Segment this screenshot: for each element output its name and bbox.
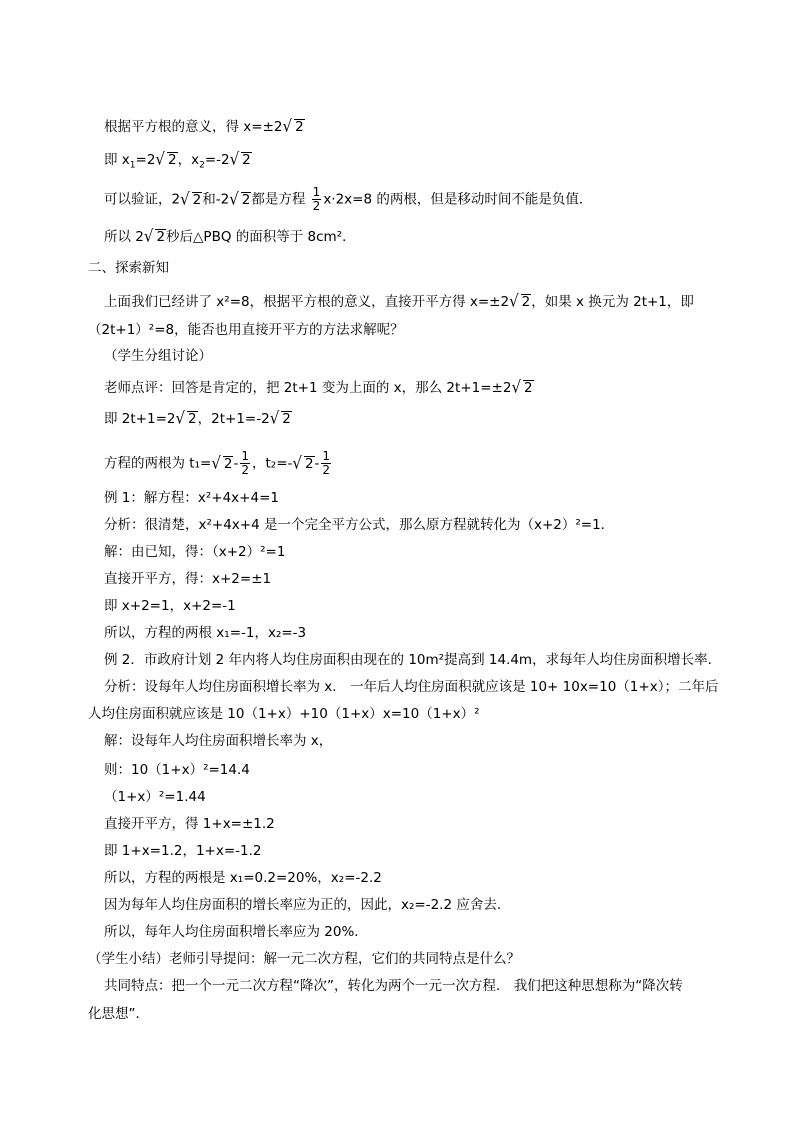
sqrt-sign: √ [155,149,165,169]
subscript: 1 [129,160,136,171]
text: 化思想”． [88,1006,149,1022]
text: 共同特点：把一个一元二次方程“降次”，转化为两个一元一次方程． 我们把这种思想称为“降次转 [104,978,683,994]
line-example-1 [104,490,279,506]
line-answer-2 [104,924,368,940]
sqrt-arg: 2 [167,152,177,168]
line-2t-plus-1 [104,410,292,427]
line-equation-2 [104,762,250,778]
text: （1+x）²=1.44 [104,789,206,805]
line-conclusion-area [104,228,356,245]
sqrt-arg: 2 [282,411,291,427]
subscript: 2 [199,160,205,171]
section-heading [88,260,169,276]
line-recap [104,293,694,310]
sqrt-arg: 2 [241,191,251,208]
text: - [314,455,320,472]
line-group-discussion [104,348,212,364]
line-summary-question [88,951,520,967]
text: ，x [177,152,200,168]
line-analysis-2 [104,679,718,695]
line-analysis-2-cont [88,706,480,722]
fraction-half [312,186,322,213]
denominator: 2 [312,199,321,213]
text: 解：由已知，得：（x+2）²=1 [104,544,286,560]
sqrt-arg: 2 [295,119,304,135]
line-verify [104,186,592,213]
sqrt-sign: √ [292,452,302,473]
text: 因为每年人均住房面积的增长率应为正的，因此，x₂=-2.2 应舍去． [104,897,511,913]
line-discard [104,897,510,913]
sqrt-arg: 2 [524,380,533,396]
line-solution-1 [104,544,285,560]
text: 例 2．市政府计划 2 年内将人均住房面积由现在的 10m²提高到 14.4m，求每年人均住房面积增长率． [104,652,722,668]
line-question [88,322,404,338]
line-result-1 [104,625,306,641]
text: - [233,455,239,472]
line-cases-2 [104,843,262,859]
text: 分析：很清楚，x²+4x+4 是一个完全平方公式，那么原方程就转化为（x+2）²=1． [104,517,615,533]
text: 老师点评：回答是肯定的，把 2t+1 变为上面的 x，那么 2t+1=±2 [104,380,512,396]
line-common-feature [104,978,683,994]
text: 所以，方程的两根是 x₁=0.2=20%，x₂=-2.2 [104,870,382,886]
line-sqrt-meaning [104,118,305,135]
sqrt-arg: 2 [521,294,531,310]
sqrt-arg: 2 [242,152,251,168]
sqrt-sign: √ [269,408,280,428]
text: 人均住房面积就应该是 10（1+x）+10（1+x）x=10（1+x）² [88,706,480,722]
text: 直接开平方，得：x+2=±1 [104,571,272,587]
line-teacher-comment [104,379,534,396]
line-solution-2 [104,733,332,749]
numerator: 1 [312,185,321,199]
numerator: 1 [322,449,331,463]
text: 方程的两根为 t₁= [104,455,212,472]
text: 秒后△PBQ 的面积等于 8cm²． [166,229,356,245]
line-roots-t [104,450,333,477]
line-roots-x [104,151,252,174]
text: 所以，方程的两根 x₁=-1，x₂=-3 [104,625,307,641]
denominator: 2 [322,463,331,477]
line-roots-2 [104,870,382,886]
text: 即 x [104,152,130,168]
line-extract-root-2 [104,816,275,832]
fraction-half [321,450,331,477]
heading-text: 二、探索新知 [88,260,169,276]
text: ，如果 x 换元为 2t+1，即 [531,294,694,310]
text: （学生分组讨论） [104,348,212,364]
text: =-2 [204,152,230,168]
sqrt-sign: √ [282,116,293,136]
text: 即 2t+1=2 [104,411,176,427]
text: 可以验证，2 [104,191,181,208]
sqrt-sign: √ [511,377,521,397]
sqrt-sign: √ [175,408,186,428]
text: 所以 2 [104,229,144,245]
text: 则：10（1+x）²=14.4 [104,762,250,778]
text: （2t+1）²=8，能否也用直接开平方的方法求解呢？ [88,322,404,338]
sqrt-sign: √ [509,291,519,311]
numerator: 1 [241,449,249,463]
text: 例 1：解方程：x²+4x+4=1 [104,490,279,506]
text: =2 [135,152,156,168]
line-extract-root-1 [104,571,271,587]
sqrt-arg: 2 [304,455,314,472]
text: 根据平方根的意义，得 x=±2 [104,119,283,135]
text: 都是方程 [251,191,306,208]
denominator: 2 [241,463,249,477]
text: 直接开平方，得 1+x=±1.2 [104,816,275,832]
sqrt-sign: √ [143,226,154,246]
text: 分析：设每年人均住房面积增长率为 x． 一年后人均住房面积就应该是 10+ 10x=10（1+x）；二年后 [104,679,719,695]
line-common-feature-cont [88,1006,149,1022]
text: ，t₂=- [251,455,293,472]
text: ，2t+1=-2 [197,411,270,427]
line-example-2 [104,652,721,668]
sqrt-arg: 2 [192,191,202,208]
sqrt-arg: 2 [156,229,166,245]
line-analysis-1 [104,517,614,533]
text: 和-2 [202,191,230,208]
sqrt-sign: √ [180,188,190,209]
text: 即 x+2=1，x+2=-1 [104,598,236,614]
sqrt-sign: √ [211,452,221,473]
text: 上面我们已经讲了 x²=8，根据平方根的意义，直接开平方得 x=±2 [104,294,510,310]
text: 所以，每年人均住房面积增长率应为 20%． [104,924,368,940]
sqrt-sign: √ [229,149,240,169]
line-equation-2b [104,789,206,805]
text: 即 1+x=1.2，1+x=-1.2 [104,843,262,859]
sqrt-sign: √ [229,188,239,209]
text: 解：设每年人均住房面积增长率为 x， [104,733,333,749]
sqrt-arg: 2 [223,455,233,472]
sqrt-arg: 2 [188,411,197,427]
line-cases-1 [104,598,236,614]
text: （学生小结）老师引导提问：解一元二次方程，它们的共同特点是什么？ [88,951,520,967]
fraction-half [240,450,250,477]
text: x·2x=8 的两根，但是移动时间不能是负值． [323,191,593,208]
